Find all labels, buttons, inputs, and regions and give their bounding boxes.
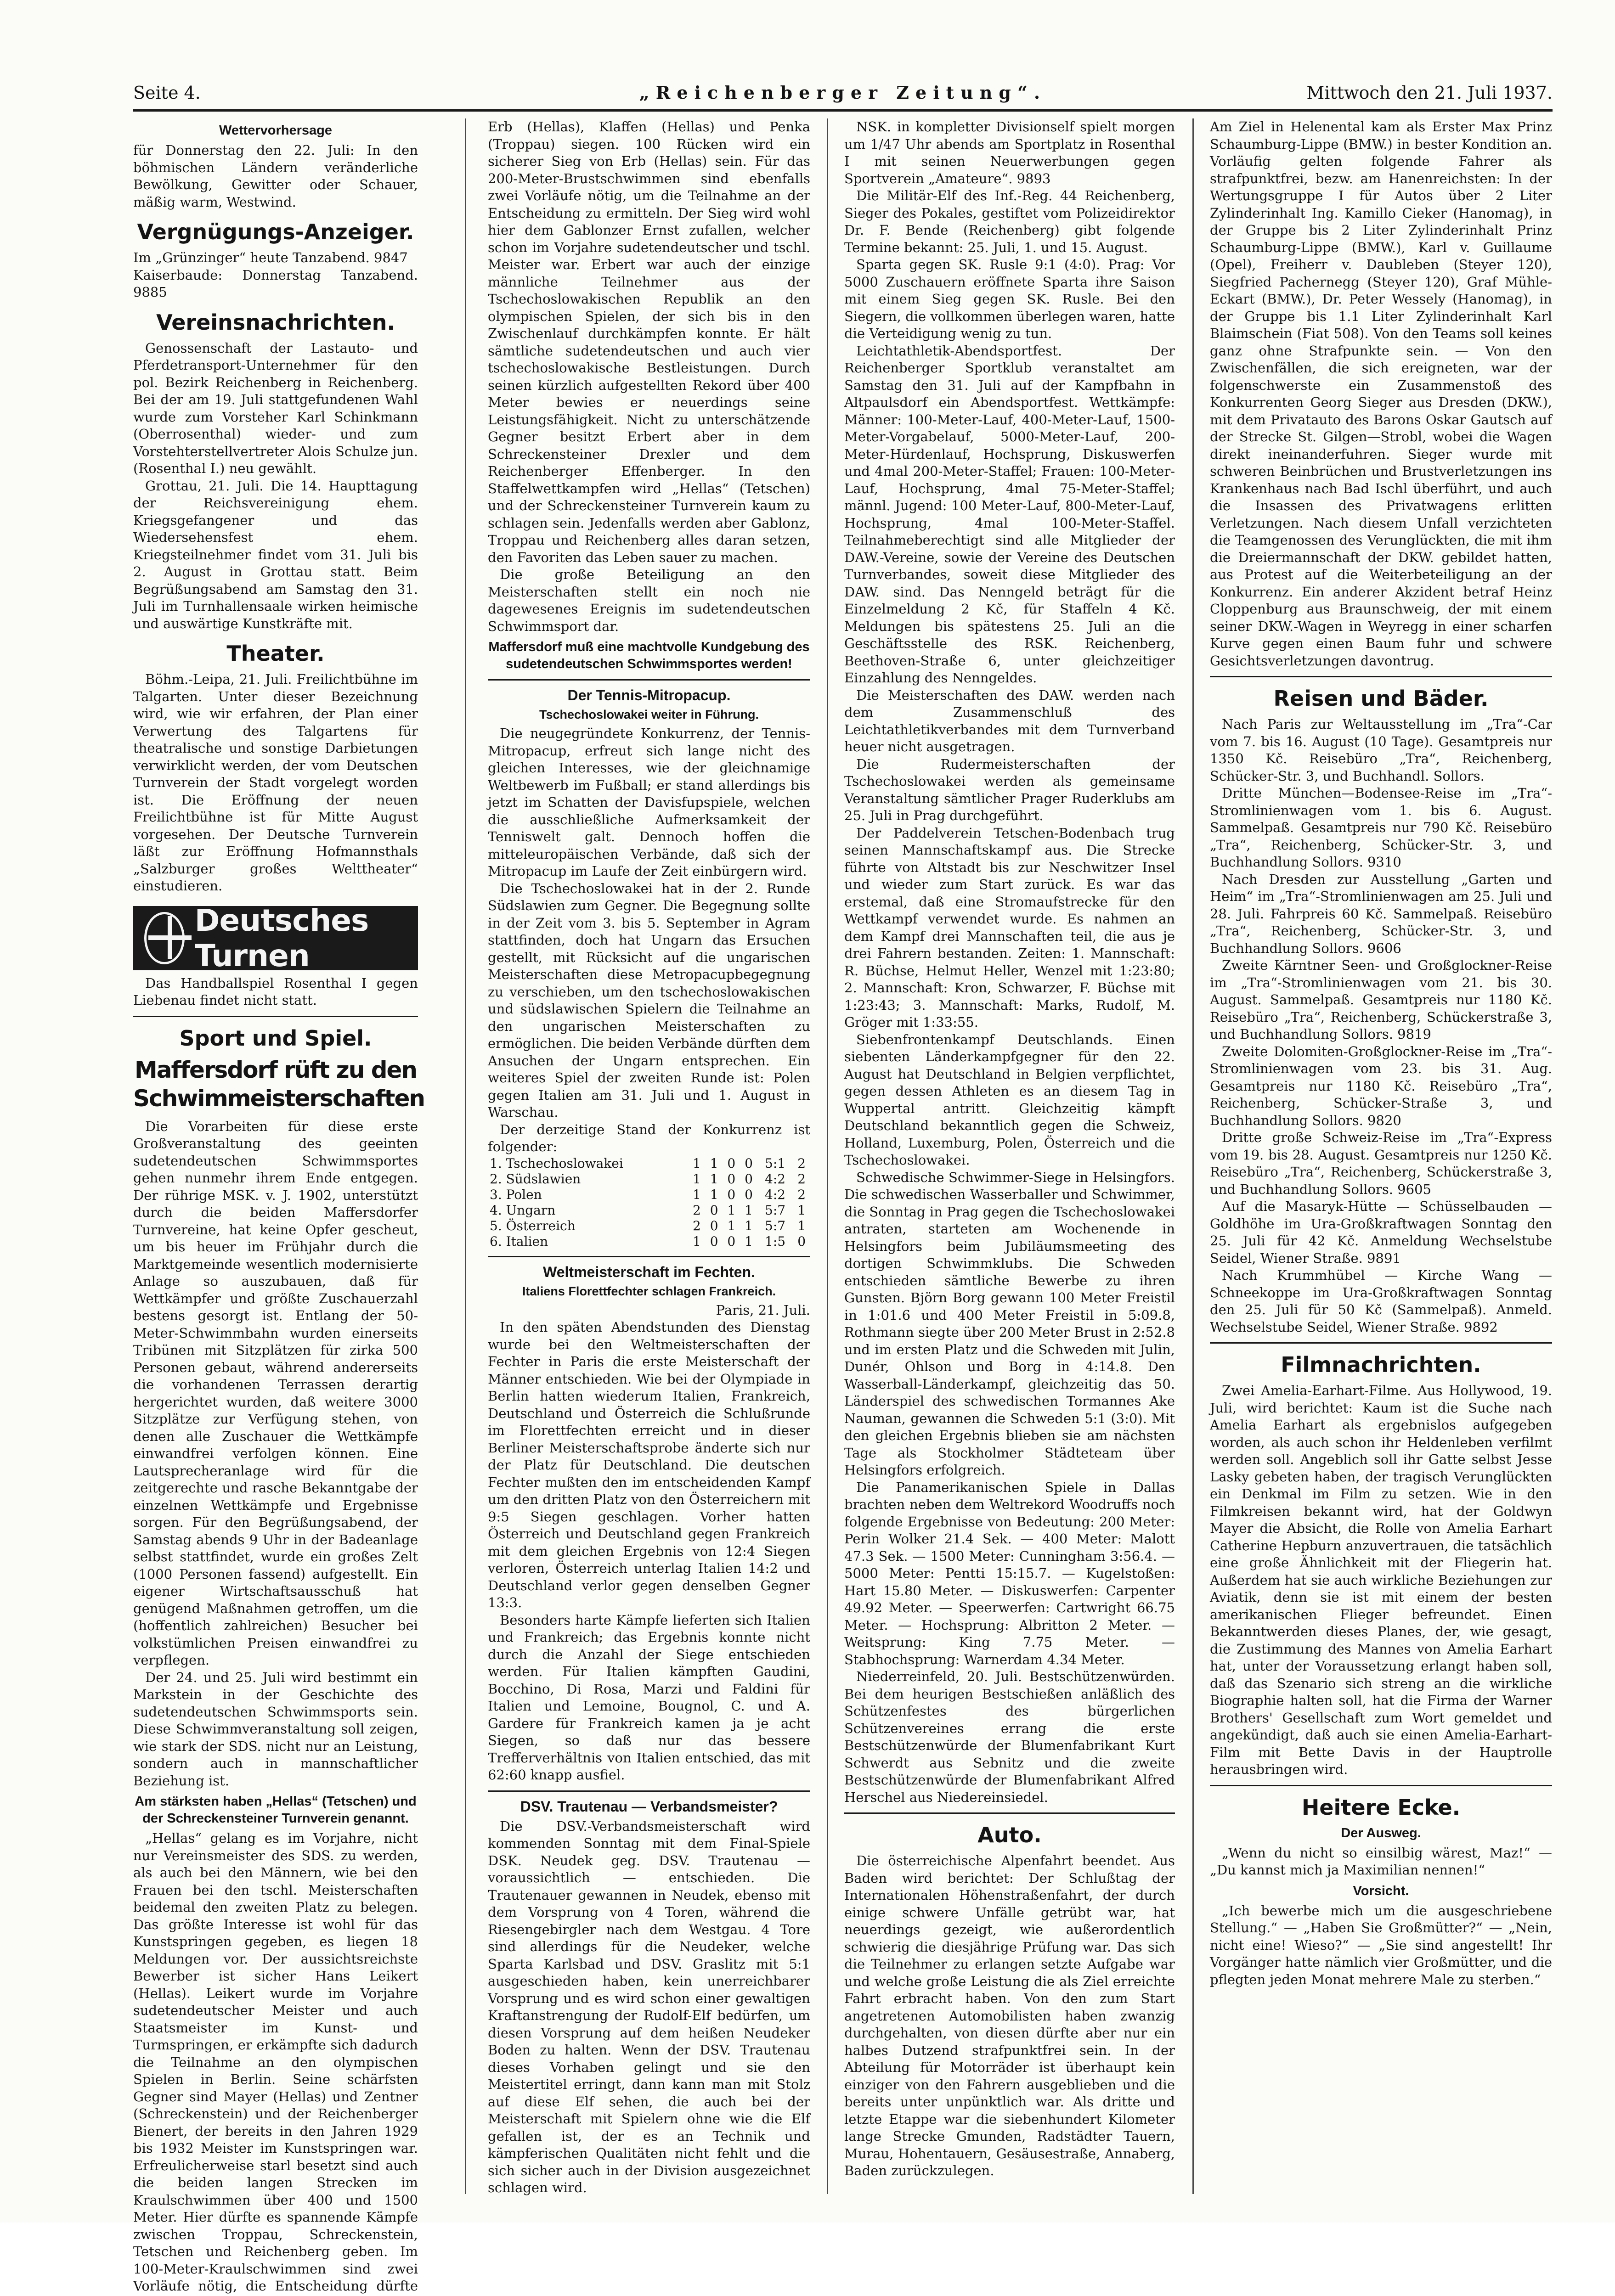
table-cell: 4:2 bbox=[765, 1171, 786, 1187]
sport-notice: NSK. in kompletter Divisionself spielt morgen um 1/47 Uhr abends am Sportplatz in Rosenthal I mit seinen Neuerwerbungen gegen Sportverein „Amateure“. 9893 bbox=[844, 119, 1175, 186]
team-name: 2. Südslawien bbox=[490, 1171, 581, 1187]
separator bbox=[1210, 1785, 1552, 1786]
table-cell: 5:7 bbox=[765, 1218, 786, 1233]
separator bbox=[1210, 1342, 1552, 1344]
table-cell: 0 bbox=[727, 1187, 736, 1202]
alpine-rally-continued: Am Ziel in Helenental kam als Erster Max Prinz Schaumburg-Lippe (BMW.) in bester Kondition an. Vorläufig gelten folgende Fahrer als strafpunktfrei, bezw. am Hanenreichsten: In der Wertungsgruppe I für Autos über 2 Liter Zylinderinhalt Ing. Kamillo Cieker (Hanomag), in der Gruppe bis 2 Liter Zylinderinhalt Prinz Schaumburg-Lippe (BMW.), Karl v. Guillaume (Opel), Freiherr v. Daubleben (Steyer 120), Siegfried Pachernegg (Steyer 120), Graf Mühle-Eckart (BMW.), Dr. Peter Wessely (Hanomag), in der Gruppe bis 1.1 Liter Zylinderinhalt Karl Blaimschein (Fiat 508). Von den Teams soll keines ganz ohne Strafpunkte sein. — Von den Zwischenfällen, die sich ereigneten, war der folgenschwerste ein Zusammenstoß des Konkurrenten Georg Sieger aus Dresden (DKW.), mit dem Privatauto des Barons Oskar Gautsch auf der Strecke St. Gilgen—Strobl, wobei die Wagen direkt ineinanderfuhren. Sieger wurde mit schweren Beinbrüchen und Brustverletzungen ins Krankenhaus nach Bad Ischl überführt, und auch die Insassen des Privatwagens erlitten Verletzungen. Nach diesem Unfall verzichteten die Teamgenossen des Verunglückten, die mit ihm die Dreiermannschaft der DKW. gebildet hatten, aus Protest auf die Weiterbeteiligung an der Konkurrenz. Ein anderer Akzident betraf Heinz Cloppenburg aus Braunschweig, der mit einem seiner DKW.-Wagen in Weyregg in einer scharfen Kurve gegen einen Baum fuhr und schwere Gesichtsverletzungen davontrug. bbox=[1210, 119, 1552, 669]
separator bbox=[1210, 676, 1552, 677]
table-cell: 2 bbox=[797, 1155, 806, 1171]
sport-section-title: Sport und Spiel. bbox=[179, 1025, 372, 1051]
table-row bbox=[488, 1234, 810, 1249]
table-cell: 1 bbox=[797, 1218, 806, 1233]
travel-section-title: Reisen und Bäder. bbox=[1273, 686, 1489, 711]
table-row bbox=[488, 1187, 810, 1203]
separator bbox=[488, 1256, 810, 1257]
table-cell: 1 bbox=[745, 1233, 753, 1249]
weather-text: für Donnerstag den 22. Juli: In den böhmischen Ländern veränderliche Bewölkung, Gewitter oder Schauer, mäßig warm, Westwind. bbox=[133, 142, 418, 210]
separator bbox=[488, 679, 810, 681]
table-cell: 1 bbox=[710, 1187, 718, 1202]
theater-article: Böhm.-Leipa, 21. Juli. Freilichtbühne im Talgarten. Unter dieser Bezeichnung wird, wie wir erfahren, der Plan einer Verwertung des Talgartens für theatralische und sonstige Darbietungen verwirklicht werden, der vom Deutschen Turnverein der Stadt vorgelegt worden ist. Die Eröffnung der neuen Freilichtbühne ist für Mitte August vorgesehen. Der Deutsche Turnverein läßt zur Eröffnung Hofmannsthals „Salzburger großes Welttheater“ einstudieren. bbox=[133, 671, 418, 894]
table-cell: 1 bbox=[745, 1202, 753, 1218]
team-name: 5. Österreich bbox=[490, 1218, 576, 1233]
maffersdorf-article: Der 24. und 25. Juli wird bestimmt ein Markstein in der Geschichte des sudetendeutschen Schwimmsports sein. Diese Schwimmveranstaltung soll zeigen, wie stark der SDS. nicht nur an Leistung, sondern auch in mannschaftlicher Beziehung ist. bbox=[133, 1669, 418, 1789]
table-cell: 1 bbox=[745, 1218, 753, 1233]
sport-notice: Die Militär-Elf des Inf.-Reg. 44 Reichenberg, Sieger des Pokales, gestiftet vom Polizeidirektor Dr. F. Bende (Reichenberg) gibt folgende Termine bekannt: 25. Juli, 1. und 15. August. bbox=[844, 188, 1175, 255]
sport-notice: Der Paddelverein Tetschen-Bodenbach trug seinen Mannschaftskampf aus. Die Strecke führte von Altstadt bis zur Neschwitzer Insel und wieder zum Start zurück. Es war das erstemal, daß eine Stromaufstrecke für den Wettkampf verwendet wurde. Es nahmen an dem Kampf drei Mannschaften teil, die aus je drei Fahrern bestanden. Zeiten: 1. Mannschaft: R. Büchse, Helmut Heller, Wenzel mit 1:23:80; 2. Mannschaft: Kron, Schwarzer, F. Büchse mit 1:23:43; 3. Mannschaft: Marks, Rudolf, M. Gröger mit 1:33:55. bbox=[844, 825, 1175, 1030]
table-cell: 0 bbox=[727, 1155, 736, 1171]
film-section-title: Filmnachrichten. bbox=[1281, 1352, 1481, 1377]
travel-ad: Zweite Dolomiten-Großglockner-Reise im „Tra“-Stromlinienwagen vom 23. bis 31. Aug. Gesamtpreis nur 1180 Kč. Reisebüro „Tra“, Reichenberg, Schücker-Straße 3, und Buchhandlung Sollors. 9820 bbox=[1210, 1043, 1552, 1128]
table-cell: 5:7 bbox=[765, 1202, 786, 1218]
table-cell: 1 bbox=[693, 1155, 701, 1171]
alpine-rally-article: Die österreichische Alpenfahrt beendet. Aus Baden wird berichtet: Der Schlußtag der Internationalen Höhenstraßenfahrt, der durch einige schwere Unfälle getrübt war, hat neuerdings gezeigt, wie außerordentlich schwierig die diesjährige Prüfung war. Das sich die Teilnehmer zu erlangen setzte Aufgabe war und welche große Leistung die als Ziel erreichte Fahrt erbracht haben. Von den zum Start angetretenen Automobilisten haben zwanzig durchgehalten, von diesen dürfte aber nur ein halbes Dutzend strafpunktfrei sein. In der Abteilung für Motorräder ist überhaupt kein einziger von den Fahrern ausgeblieben und die bereits unter unpünktlich war. Als dritte und letzte Etappe war die siebenhundert Kilometer lange Strecke Gmunden, Radstädter Tauern, Murau, Hohentauern, Gesäusestraße, Annaberg, Baden zurückzulegen. bbox=[844, 1853, 1175, 2178]
table-cell: 4:2 bbox=[765, 1187, 786, 1202]
club-news-item: Genossenschaft der Lastauto- und Pferdetransport-Unternehmer für den pol. Bezirk Reichenberg in Reichenberg. Bei der am 19. Juli stattgefundenen Wahl wurde zum Vorsteher Karl Schinkmann (Oberrosenthal) wieder- und zum Vorstehterstellvertreter Alois Schulze jun. (Rosenthal I.) neu gewählt. bbox=[133, 340, 418, 476]
table-cell: 0 bbox=[710, 1218, 718, 1233]
banner-title: Deutsches Turnen bbox=[194, 902, 369, 974]
sport-notice: Die Rudermeisterschaften der Tschechoslowakei werden als gemeinsame Veranstaltung sämtlicher Prager Ruderklubs am 25. Juli in Prag durchgeführt. bbox=[844, 756, 1175, 823]
table-row bbox=[488, 1156, 810, 1171]
table-cell: 0 bbox=[745, 1155, 753, 1171]
entertainment-item: Kaiserbaude: Donnerstag Tanzabend. 9885 bbox=[133, 267, 418, 300]
table-cell: 1 bbox=[710, 1155, 718, 1171]
tennis-article: Die neugegründete Konkurrenz, der Tennis-Mitropacup, erfreut sich lange nicht des gleichen Interesses, wie der gleichnamige Weltbewerb im Fußball; er stand allerdings bis jetzt im Schatten der Davisfupspiele, welchen die ausschließliche Aufmerksamkeit der Tenniswelt galt. Dennoch hoffen die mitteleuropäischen Verbände, daß sich der Mitropacup im Laufe der Zeit einbürgern wird. bbox=[488, 726, 810, 879]
issue-date: Mittwoch den 21. Juli 1937. bbox=[1306, 83, 1553, 103]
sport-notice: Sparta gegen SK. Rusle 9:1 (4:0). Prag: Vor 5000 Zuschauern eröffnete Sparta ihre Saison mit einem Sieg gegen SK. Rusle. Bei den Siegern, die vollkommen überlegen waren, hatte die Verteidigung wenig zu tun. bbox=[844, 257, 1175, 341]
table-cell: 0 bbox=[727, 1171, 736, 1187]
sport-notice: Die Meisterschaften des DAW. werden nach dem Zusammenschluß des Leichtathletikverbandes mit dem Turnverband heuer nicht ausgetragen. bbox=[844, 687, 1175, 754]
travel-ad: Nach Krummhübel — Kirche Wang — Schneekoppe im Ura-Großkraftwagen Sonntag den 25. Juli für 50 Kč (Sammelpaß). Anmeld. Wechselstube Seidel, Wiener Straße. 9892 bbox=[1210, 1267, 1552, 1335]
table-cell: 0 bbox=[710, 1202, 718, 1218]
film-article: Zwei Amelia-Earhart-Filme. Aus Hollywood, 19. Juli, wird berichtet: Kaum ist die Suche nach Amelia Earhart als ergebnislos aufgegeben worden, als auch schon ihr Heldenleben verfilmt werden soll. Angeblich soll ihr Gatte selbst Jesse Lasky gebeten haben, der tragisch Verunglückten ein Denkmal im Film zu setzen. Wie in den Filmkreisen bekannt wird, hat der Goldwyn Mayer die Absicht, die Rolle von Amelia Earhart Catherine Hepburn anzuvertrauen, die tatsächlich eine große Ähnlichkeit mit der Fliegerin hat. Außerdem hat sie auch wirkliche Beziehungen zur Aviatik, denn sie ist mit einem der besten amerikanischen Flieger befreundet. Einen Bekanntwerden dieses Planes, der, wie gesagt, die Zustimmung des Mannes von Amelia Earhart hat, unter der Voraussetzung erlangt haben soll, daß das Szenario sich streng an die wirkliche Biographie halten soll, hat die Firma der Warner Brothers' Gesellschaft zum Wort gemeldet und angekündigt, daß auch sie einen Amelia-Earhart-Film mit Bette Davis in der Hauptrolle herausbringen wird. bbox=[1210, 1383, 1552, 1777]
dsv-headline: DSV. Trautenau — Verbandsmeister? bbox=[520, 1798, 778, 1815]
fencing-article: Besonders harte Kämpfe lieferten sich Italien und Frankreich; das Ergebnis konnte nicht durch die Anzahl der Siege entschieden werden. Für Italien kämpften Gaudini, Bocchino, Di Rosa, Marzi und Faldini für Italien und Lemoine, Bougnol, C. und A. Gardere für Frankreich kamen ja je acht Siegen, so daß nur das bessere Trefferverhältnis von Italien entschied, das mit 62:60 knapp ausfiel. bbox=[488, 1612, 810, 1783]
sport-notice: Schwedische Schwimmer-Siege in Helsingfors. Die schwedischen Wasserballer und Schwimmer, die Sonntag in Prag gegen die Tschechoslowakei antraten, starteten am Wochenende in Helsingfors beim Jubiläumsmeeting des dortigen Schwimmklubs. Die Schweden entschieden sämtliche Bewerbe zu ihren Gunsten. Björn Borg gewann 100 Meter Freistil in 1:01.6 und 400 Meter Freistil in 5:09.8, Rothmann siegte über 200 Meter Brust in 2:52.8 und im ersten Platz und die Schweden mit Julin, Dunér, Ohlson und Borg in 4:14.8. Den Wasserball-Länderkampf, gleichzeitig das 50. Länderspiel des schwedischen Tormannes Ake Nauman, gewannen die Schweden 5:1 (3:0). Mit den gleichen Ergebnis blieben sie am nächsten Tage als Stockholmer Städteteam über Helsingfors erfolgreich. bbox=[844, 1169, 1175, 1478]
column-divider bbox=[1192, 118, 1194, 2194]
travel-ad: Zweite Kärntner Seen- und Großglockner-Reise im „Tra“-Stromlinienwagen vom 21. bis 30. August. Sammelpaß. Gesamtpreis nur 1180 Kč. Reisebüro „Tra“, Reichenberg, Schückerstraße 3, und Buchhandlung Sollors. 9819 bbox=[1210, 957, 1552, 1042]
table-cell: 5:1 bbox=[765, 1155, 786, 1171]
travel-ad: Dritte München—Bodensee-Reise im „Tra“-Stromlinienwagen vom 1. bis 6. August. Sammelpaß. Gesamtpreis nur 790 Kč. Reisebüro „Tra“, Reichenberg, Schücker-Str. 3, und Buchhandlung Sollors. 9310 bbox=[1210, 785, 1552, 870]
table-cell: 0 bbox=[745, 1171, 753, 1187]
travel-ad: Auf die Masaryk-Hütte — Schüsselbauden — Goldhöhe im Ura-Großkraftwagen Sonntag den 25. Juli für 42 Kč. Anmeldung Wechselstube Seidel, Wiener Straße. 9891 bbox=[1210, 1199, 1552, 1266]
weather-heading: Wettervorhersage bbox=[219, 123, 333, 138]
fencing-dateline: Paris, 21. Juli. bbox=[716, 1302, 810, 1318]
theater-section-title: Theater. bbox=[226, 641, 325, 666]
masthead-title: „Reichenberger Zeitung“. bbox=[639, 82, 1047, 103]
table-cell: 1 bbox=[797, 1202, 806, 1218]
tennis-article: Die Tschechoslowakei hat in der 2. Runde Südslawien zum Gegner. Die Begegnung sollte in der Zeit vom 3. bis 5. September in Agram stattfinden, doch hat Ungarn das Ersuchen gestellt, mit Rücksicht auf die ungarischen Meisterschaften diese Metropacupbegegnung zu verschieben, um den tschechoslowakischen und südslawischen Spielern die Teilnahme an den ungarischen Meisterschaften zu ermöglichen. Die beiden Verbände dürften dem Ansuchen der Ungarn entsprechen. Ein weiteres Spiel der zweiten Runde ist: Polen gegen Italien am 31. Juli und 1. August in Warschau. bbox=[488, 880, 810, 1120]
fencing-subheadline: Italiens Florettfechter schlagen Frankreich. bbox=[522, 1284, 776, 1298]
club-news-section-title: Vereinsnachrichten. bbox=[156, 310, 395, 335]
table-cell: 1 bbox=[727, 1202, 736, 1218]
tennis-subheadline: Tschechoslowakei weiter in Führung. bbox=[539, 708, 759, 721]
team-name: 6. Italien bbox=[490, 1233, 548, 1249]
fencing-article: In den späten Abendstunden des Dienstag wurde bei den Weltmeisterschaften der Fechter in Paris die erste Meisterschaft der Männer entschieden. Wie bei der Olympiade in Berlin hatten wiederum Italien, Frankreich, Deutschland und Österreich die Schlußrunde im Florettfechten erreicht und in dieser Berliner Meisterschaftsprobe änderte sich nur der Platz für Deutschland. Die deutschen Fechter mußten den im entscheidenden Kampf um den dritten Platz von den Österreichern mit 9:5 Siegen geschlagen. Vorher hatten Österreich und Deutschland gegen Frankreich mit dem gleichen Ergebnis von 12:4 Siegen verloren, Österreich unterlag Italien 14:2 und Deutschland verlor gegen denselben Gegner 13:3. bbox=[488, 1319, 810, 1610]
page-header bbox=[133, 81, 1553, 107]
humor-section-title: Heitere Ecke. bbox=[1301, 1795, 1461, 1820]
table-cell: 0 bbox=[727, 1233, 736, 1249]
table-cell: 1:5 bbox=[765, 1233, 786, 1249]
separator bbox=[844, 1812, 1175, 1814]
team-name: 3. Polen bbox=[490, 1187, 542, 1202]
hellas-article: „Hellas“ gelang es im Vorjahre, nicht nur Vereinsmeister des SDS. zu werden, als auch bei den Männern, wie bei den Frauen bei den tschl. Meisterschaften beidemal den zweiten Platz zu belegen. Das größte Interesse ist wohl für das Kunstspringen gegeben, es liegen 18 Meldungen vor. Der aussichtsreichste Bewerber ist sicher Hans Leikert (Hellas). Leikert wurde im Vorjahre sudetendeutscher Meister und auch Staatsmeister im Kunst- und Turmspringen, er erkämpfte sich dadurch die Teilnahme an den olympischen Spielen in Berlin. Seine schärfsten Gegner sind Mayer (Hellas) und Zentner (Schreckenstein) und der Reichenberger Bienert, der bereits in den Jahren 1929 bis 1932 Meister im Kunstspringen war. Erfreulicherweise starl besetzt sind auch die beiden langen Strecken im Kraulschwimmen über 400 und 1500 Meter. Hier dürfte es spannende Kämpfe zwischen Troppau, Schreckenstein, Tetschen und Reichenberg geben. Im 100-Meter-Kraulschwimmen sind zwei Vorläufe nötig, die Entscheidung dürfte bbox=[133, 1830, 418, 2294]
table-cell: 2 bbox=[693, 1218, 701, 1233]
joke-title: Der Ausweg. bbox=[1341, 1825, 1421, 1840]
column-divider bbox=[827, 118, 828, 2194]
auto-section-title: Auto. bbox=[977, 1823, 1042, 1847]
swim-appeal: Maffersdorf muß eine machtvolle Kundgebung des sudetendeutschen Schwimmsportes werden! bbox=[488, 640, 810, 671]
deutsches-turnen-banner bbox=[133, 902, 418, 974]
club-news-item: Grottau, 21. Juli. Die 14. Haupttagung der Reichsvereinigung ehem. Kriegsgefangener und das Wiedersehensfest ehem. Kriegsteilnehmer findet vom 31. Juli bis 2. August in Grottau statt. Beim Begrüßungsabend am Samstag den 31. Juli im Turnhallensaale wirken heimische und auswärtige Kunstkräfte mit. bbox=[133, 478, 418, 631]
table-cell: 1 bbox=[727, 1218, 736, 1233]
joke-title: Vorsicht. bbox=[1353, 1883, 1409, 1898]
table-row bbox=[488, 1218, 810, 1234]
entertainment-section-title: Vergnügungs-Anzeiger. bbox=[137, 219, 414, 244]
travel-ad: Nach Paris zur Weltausstellung im „Tra“-Car vom 7. bis 16. August (10 Tage). Gesamtpreis nur 1350 Kč. Reisebüro „Tra“, Reichenberg, Schücker-Str. 3, und Buchhandl. Sollors. bbox=[1210, 716, 1552, 784]
sport-notice: Niederreinfeld, 20. Juli. Bestschützenwürden. Bei dem heurigen Bestschießen anläßlich des Schützenfestes des bürgerlichen Schützenvereines errang die erste Bestschützenwürde der Blumenfabrikant Kurt Schwerdt aus Sebnitz und die zweite Bestschützenwürde der Blumenfabrikant Alfred Herschel aus Niedereinsiedel. bbox=[844, 1669, 1175, 1805]
tennis-headline: Der Tennis-Mitropacup. bbox=[567, 687, 731, 703]
table-cell: 2 bbox=[797, 1171, 806, 1187]
standings-intro: Der derzeitige Stand der Konkurrenz ist folgender: bbox=[488, 1121, 810, 1154]
sport-notice: Die Panamerikanischen Spiele in Dallas brachten neben dem Weltrekord Woodruffs noch folgende Ergebnisse von Bedeutung: 200 Meter: Perin Wolker 21.4 Sek. — 400 Meter: Malott 47.3 Sek. — 1500 Meter: Cunningham 3:56.4. — 5000 Meter: Pentti 15:15.7. — Kugelstoßen: Hart 15.80 Meter. — Diskuswerfen: Carpenter 49.92 Meter. — Speerwerfen: Cartwright 66.75 Meter. — Hochsprung: Albritton 2 Meter. — Weitsprung: King 7.75 Meter. — Stabhochsprung: Warnerdam 4.34 Meter. bbox=[844, 1479, 1175, 1667]
page-number: Seite 4. bbox=[133, 83, 201, 103]
column-1 bbox=[133, 118, 424, 2294]
column-3 bbox=[844, 118, 1175, 2194]
table-row bbox=[488, 1203, 810, 1218]
fencing-headline: Weltmeisterschaft im Fechten. bbox=[543, 1263, 755, 1280]
dsv-article: Die DSV.-Verbandsmeisterschaft wird kommenden Sonntag mit dem Final-Spiele DSK. Neudek geg. DSV. Trautenau — voraussichtlich — entschieden. Die Trautenauer gewannen in Neudek, ebenso mit dem Vorsprung von 4 Toren, während die Riesengebirgler nach dem Westgau. 4 Tore sind allerdings für die Neudeker, welche Sparta Karlsbad und DSV. Graslitz mit 5:1 ausgeschieden haben, kein unerreichbarer Vorsprung und es wird schon einer gewaltigen Kraftanstrengung der Rudolf-Elf bedürfen, um diesen Vorsprung auf dem heißen Neudeker Boden zu halten. Wenn der DSV. Trautenau dieses Vorhaben gelingt und sie den Meistertitel erringt, dann kann man mit Stolz auf diese Elf sehen, die auch bei der Meisterschaft mit Spielern ohne wie die Elf gefallen ist, der es an Technik und kämpferischen Qualitäten nicht fehlt und die sich sicher auch in der Division ausgezeichnet schlagen wird. bbox=[488, 1818, 810, 2195]
swim-article-continued: Erb (Hellas), Klaffen (Hellas) und Penka (Troppau) siegen. 100 Rücken wird ein sicherer Sieg von Erb (Hellas) sein. Für das 200-Meter-Brustschwimmen sind ebenfalls zwei Vorläufe nötig, um die Teilnahme an der Entscheidung zu ermitteln. Der Sieg wird wohl hier dem Gablonzer Ernst zufallen, welcher schon im Vorjahre sudetendeutscher und tschl. Meister war. Erbert war auch der einzige männliche Teilnehmer aus der Tschechoslowakischen Republik an den olympischen Spielen, der sich bis in den Zwischenlauf durchkämpfen konnte. Er hält sämtliche sudetendeutschen und auch vier tschechoslowakische Bestleistungen. Durch seinen kürzlich aufgestellten Rekord über 400 Meter bewies er neuerdings seine Leistungsfähigkeit. Nicht zu unterschätzende Gegner besitzt Erbert aber in dem Schreckensteiner Drexler und dem Reichenberger Effenberger. In den Staffelwettkampfen wird „Hellas“ (Tetschen) und der Schreckensteiner Turnverein kaum zu schlagen sein. Jedenfalls werden aber Gablonz, Troppau und Reichenberg alles daran setzen, den Favoriten das Leben sauer zu machen. bbox=[488, 119, 810, 565]
column-4 bbox=[1210, 118, 1552, 2194]
maffersdorf-article: Die Vorarbeiten für diese erste Großveranstaltung des geeinten sudetendeutschen Schwimmsportes gehen nunmehr ihrem Ende entgegen. Der rührige MSK. v. J. 1902, unterstützt durch die beiden Maffersdorfer Turnvereine, hat keine Opfer gescheut, um bis heuer im Frühjahr durch die Marktgemeinde wesentlich modernisierte Anlage so auszubauen, daß für Wettkämpfer und größte Zuschauerzahl bestens gesorgt ist. Entlang der 50-Meter-Schwimmbahn wurden einerseits Tribünen mit Sitzplätzen für zirka 500 Personen gebaut, während andererseits die vorhandenen Terrassen derartig hergerichtet wurden, daß weitere 3000 Sitzplätze zur Verfügung stehen, von denen alle Zuschauer die Wettkämpfe einwandfrei verfolgen können. Eine Lautsprecheranlage wird für die zeitgerechte und rasche Bekanntgabe der einzelnen Wettkämpfe und Ergebnisse sorgen. Für den Begrüßungsabend, der Samstag abends 9 Uhr in der Badeanlage selbst stattfindet, wurde ein großes Zelt (1000 Personen fassend) aufgestellt. Ein eigener Wirtschaftsausschuß hat genügend Maßnahmen getroffen, um die (hoffentlich zahlreichen) Besucher bei volkstümlichen Preisen einwandfrei zu verpflegen. bbox=[133, 1118, 418, 1668]
table-cell: 0 bbox=[797, 1233, 806, 1249]
table-cell: 1 bbox=[710, 1171, 718, 1187]
column-2 bbox=[488, 118, 810, 2194]
sport-notice: Siebenfrontenkampf Deutschlands. Einen siebenten Länderkampfgegner für den 22. August hat Deutschland in Belgien verpflichtet, gegen dessen Athleten es an diesem Tag in Wuppertal antritt. Gleichzeitig kämpft Deutschland bekanntlich gegen die Schweiz, Holland, Luxemburg, Polen, Österreich und die Tschechoslowakei. bbox=[844, 1031, 1175, 1168]
entertainment-item: Im „Grünzinger“ heute Tanzabend. 9847 bbox=[133, 250, 408, 265]
swim-article-continued: Die große Beteiligung an den Meisterschaften stellt ein noch nie dagewesenes Ereignis im sudetendeutschen Schwimmsport dar. bbox=[488, 567, 810, 634]
table-cell: 1 bbox=[693, 1171, 701, 1187]
table-row bbox=[488, 1171, 810, 1187]
table-cell: 1 bbox=[693, 1233, 701, 1249]
table-cell: 2 bbox=[797, 1187, 806, 1202]
standings-table bbox=[488, 1156, 810, 1249]
team-name: 1. Tschechoslowakei bbox=[490, 1155, 623, 1171]
table-cell: 0 bbox=[710, 1233, 718, 1249]
joke-text: „Ich bewerbe mich um die ausgeschriebene Stellung.“ — „Haben Sie Großmütter?“ — „Nein, nicht eine! Wieso?“ — „Sie sind angestellt! Ihr Vorgänger hatte nämlich vier Großmütter, und die pflegten jeden Monat mehrere Male zu sterben.“ bbox=[1210, 1902, 1552, 1987]
table-cell: 1 bbox=[693, 1187, 701, 1202]
separator bbox=[488, 1790, 810, 1792]
table-cell: 2 bbox=[693, 1202, 701, 1218]
maffersdorf-headline: Maffersdorf rüft zu den Schwimmeisterschaften bbox=[133, 1056, 424, 1112]
separator bbox=[133, 1016, 418, 1017]
joke-text: „Wenn du nicht so einsilbig wärest, Maz!“ — „Du kannst mich ja Maximilian nennen!“ bbox=[1210, 1845, 1552, 1878]
handball-notice: Das Handballspiel Rosenthal I gegen Liebenau findet nicht statt. bbox=[133, 975, 418, 1008]
hellas-heading: Am stärksten haben „Hellas“ (Tetschen) und der Schreckensteiner Turnverein genannt. bbox=[135, 1794, 417, 1826]
sport-notice: Leichtathletik-Abendsportfest. Der Reichenberger Sportklub veranstaltet am Samstag den 31. Juli auf der Kampfbahn in Altpaulsdorf ein Abendsportfest. Wettkämpfe: Männer: 100-Meter-Lauf, 400-Meter-Lauf, 1500-Meter-Vorgabelauf, 5000-Meter-Lauf, 200-Meter-Hürdenlauf, Hochsprung, Diskuswerfen und 4mal 200-Meter-Staffel; Frauen: 100-Meter-Lauf, Hochsprung, 4mal 75-Meter-Staffel; männl. Jugend: 100 Meter-Lauf, 800-Meter-Lauf, Hochsprung, 4mal 100-Meter-Staffel. Teilnahmeberechtigt sind alle Mitglieder der DAW.-Vereine, sowie der Vereine des Deutschen Turnverbandes, soweit diese Mitglieder des DAW. sind. Das Nenngeld beträgt für die Einzelmeldung 2 Kč, für Staffeln 4 Kč. Meldungen bis spätestens 25. Juli an die Geschäftsstelle des RSK. Reichenberg, Beethoven-Straße 6, unter gleichzeitiger Einzahlung des Nenngeldes. bbox=[844, 343, 1175, 686]
header-rule bbox=[133, 109, 1553, 112]
team-name: 4. Ungarn bbox=[490, 1202, 556, 1218]
table-cell: 0 bbox=[745, 1187, 753, 1202]
column-divider bbox=[465, 118, 466, 2194]
travel-ad: Dritte große Schweiz-Reise im „Tra“-Express vom 19. bis 28. August. Gesamtpreis nur 1250 Kč. Reisebüro „Tra“, Reichenberg, Schückerstraße 3, und Buchhandlung Sollors. 9605 bbox=[1210, 1130, 1552, 1197]
turner-cross-icon bbox=[144, 912, 185, 964]
travel-ad: Nach Dresden zur Ausstellung „Garten und Heim“ im „Tra“-Stromlinienwagen am 25. Juli und 28. Juli. Fahrpreis 60 Kč. Sammelpaß. Reisebüro „Tra“, Reichenberg, Schücker-Str. 3, und Buchhandlung Sollors. 9606 bbox=[1210, 871, 1552, 956]
